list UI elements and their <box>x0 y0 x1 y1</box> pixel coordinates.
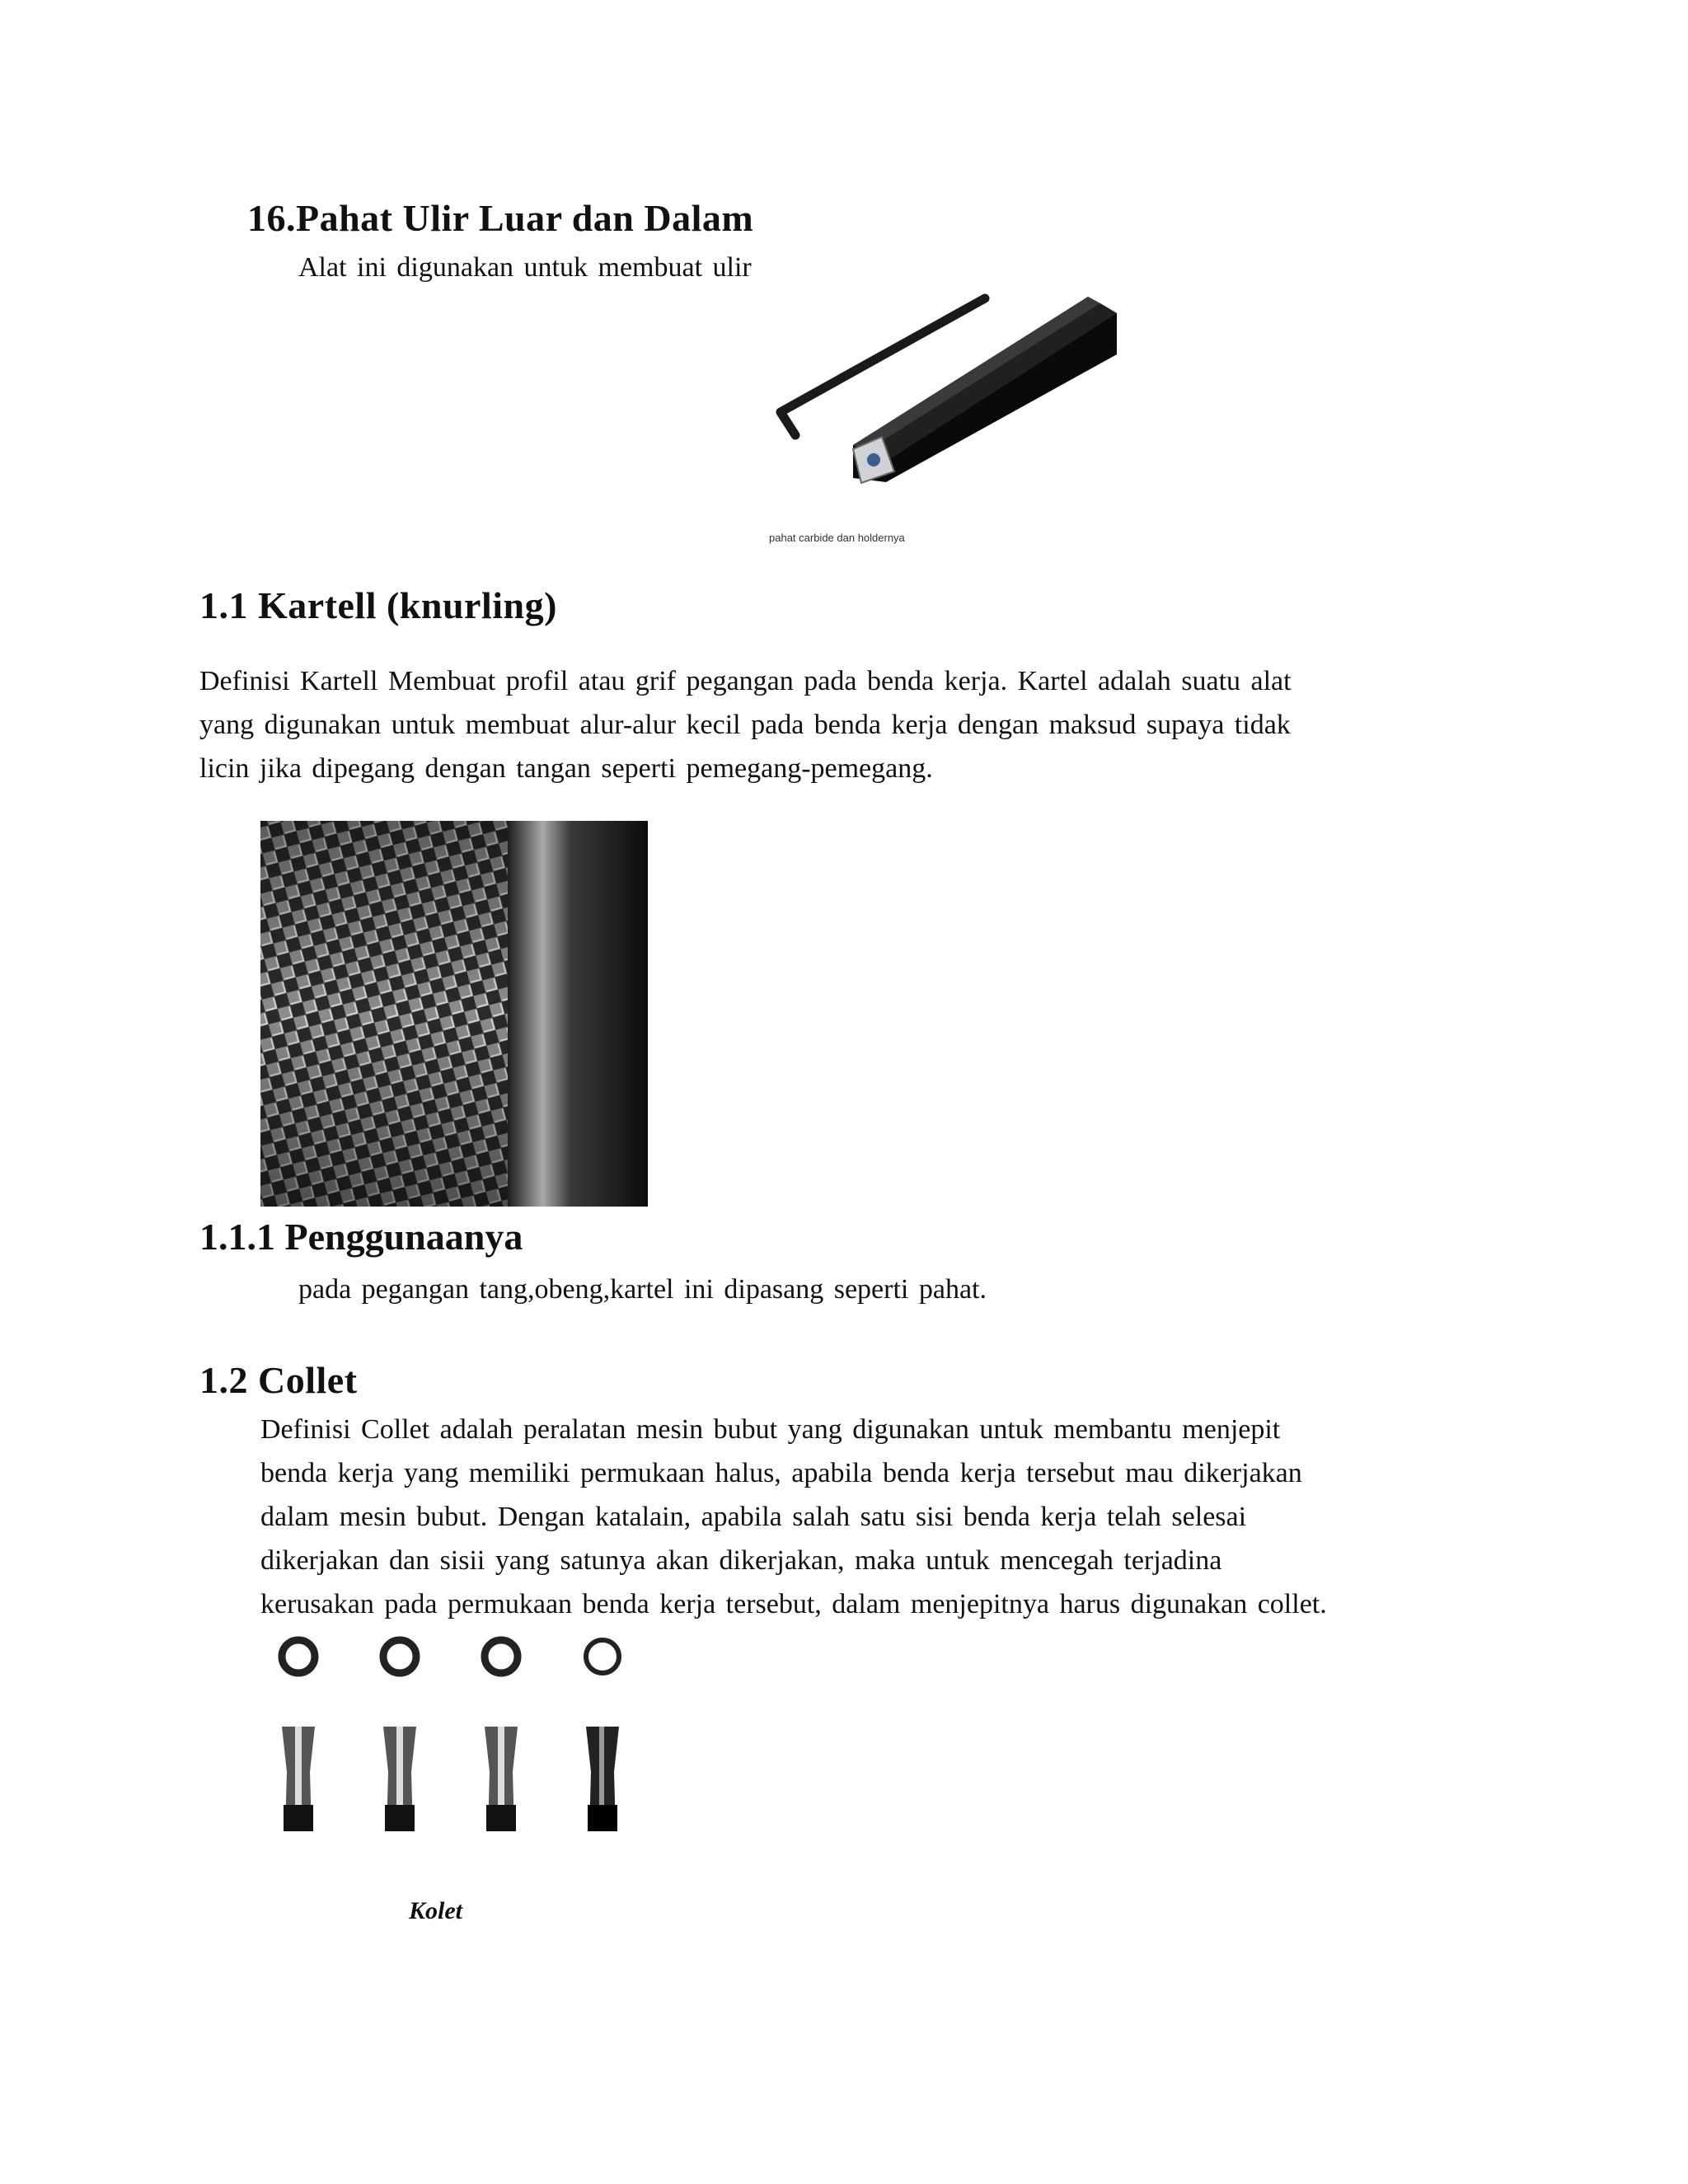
collet-line-4: dikerjakan dan sisii yang satunya akan dikerjakan, maka untuk mencegah terjadina <box>260 1545 1222 1576</box>
collet-image <box>265 1632 636 1879</box>
section-16-text: Alat ini digunakan untuk membuat ulir <box>298 252 752 283</box>
kartell-line-1: Definisi Kartell Membuat profil atau grif pegangan pada benda kerja. Kartel adalah suatu alat <box>199 666 1292 696</box>
pahat-caption: pahat carbide dan holdernya <box>769 532 905 544</box>
penggunaan-text: pada pegangan tang,obeng,kartel ini dipasang seperti pahat. <box>298 1274 987 1305</box>
collet-heading: 1.2 Collet <box>199 1359 358 1401</box>
kartell-heading: 1.1 Kartell (knurling) <box>199 584 557 626</box>
penggunaan-heading: 1.1.1 Penggunaanya <box>199 1216 523 1258</box>
kartell-line-2: yang digunakan untuk membuat alur-alur kecil pada benda kerja dengan maksud supaya tidak <box>199 710 1291 740</box>
collet-item-1 <box>282 1640 315 1831</box>
collet-line-2: benda kerja yang memiliki permukaan halus, apabila benda kerja tersebut mau dikerjakan <box>260 1458 1302 1488</box>
collet-line-3: dalam mesin bubut. Dengan katalain, apabila salah satu sisi benda kerja telah selesai <box>260 1502 1247 1532</box>
collet-item-2 <box>383 1640 416 1831</box>
collet-item-4 <box>586 1640 619 1831</box>
collet-caption: Kolet <box>409 1897 462 1924</box>
kartell-line-3: licin jika dipegang dengan tangan seperti pemegang-pemegang. <box>199 753 933 784</box>
collet-item-3 <box>485 1640 518 1831</box>
collet-line-5: kerusakan pada permukaan benda kerja tersebut, dalam menjepitnya harus digunakan collet. <box>260 1589 1327 1619</box>
pahat-holder-image <box>762 288 1133 511</box>
collet-line-1: Definisi Collet adalah peralatan mesin bubut yang digunakan untuk membantu menjepit <box>260 1414 1281 1445</box>
knurling-image <box>260 821 648 1207</box>
section-16-heading: 16.Pahat Ulir Luar dan Dalam <box>247 197 754 239</box>
